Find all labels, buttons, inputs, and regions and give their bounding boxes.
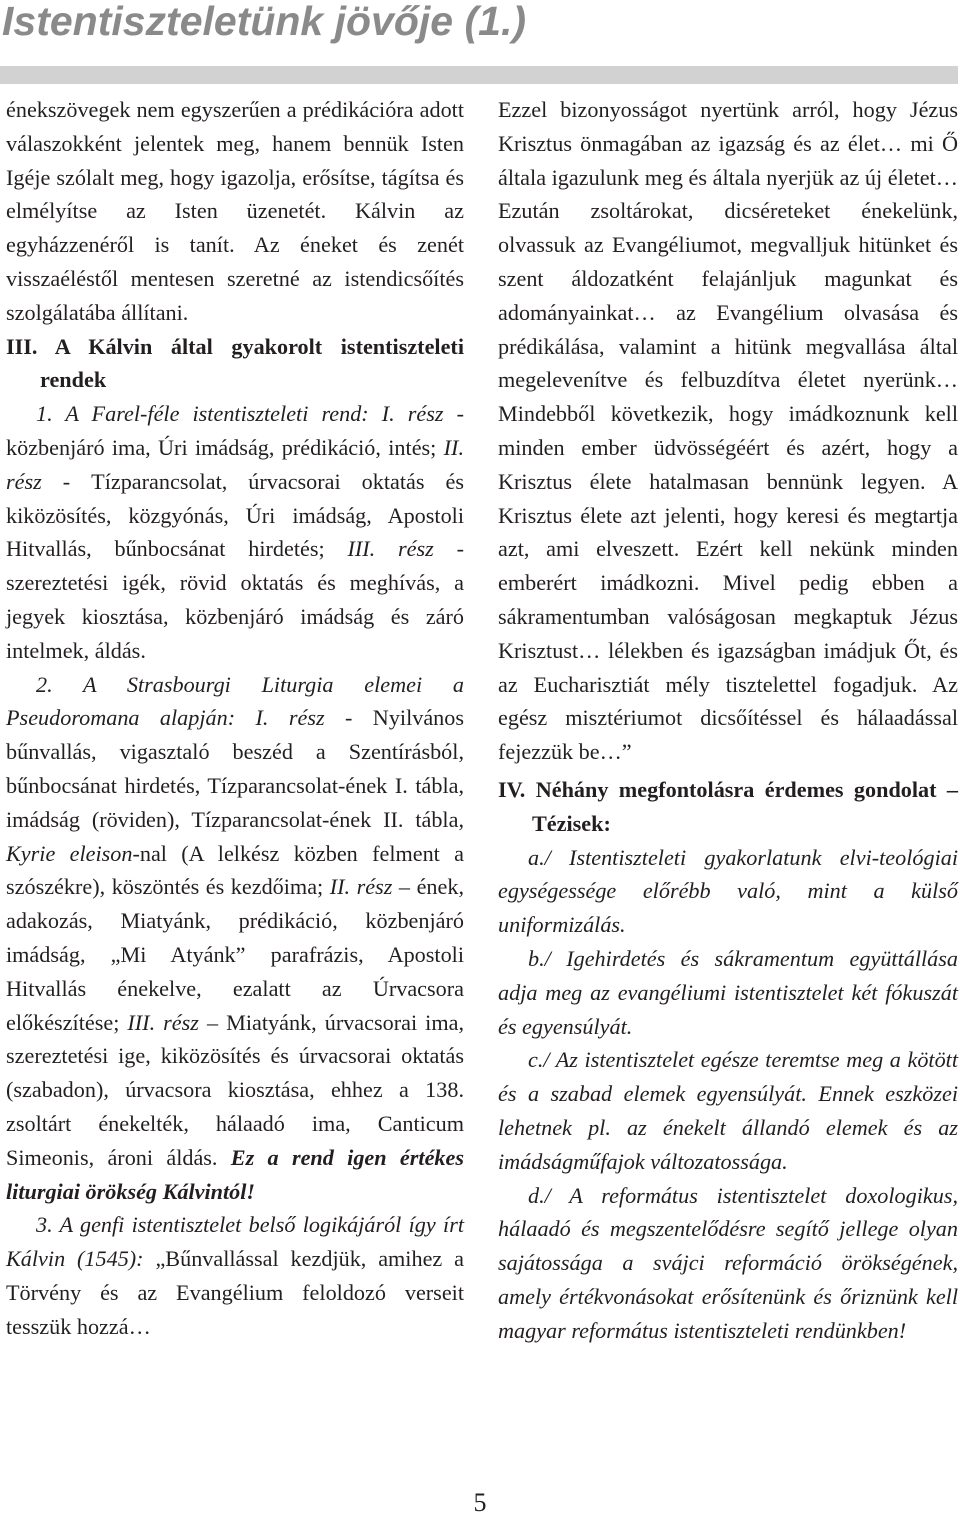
paragraph-farel: 1. A Farel-féle istentiszteleti rend: I. rész - közbenjáró ima, Úri imádság, prédikáció, intés; II. rész - Tízparancsolat, úrvacsorai oktatás és kiközösítés, közgyónás, Úri imádság, Apostoli Hitvallás, bűnbocsánat hirdetés; III. rész - szereztetési igék, rövid oktatás és meghívás, a jegyek kiosztása, közbenjáró imádság és záró intelmek, áldás. (6, 401, 464, 663)
section-heading-iv: IV. Néhány megfontolásra érdemes gondolat – Tézisek: (498, 776, 958, 836)
paragraph-quote-continued: Ezzel bizonyosságot nyertünk arról, hogy Jézus Krisztus önmagában az igazság és az élet… mi Ő általa igazulunk meg és általa nyerjük az új életet… Ezután zsoltárokat, dicséreteket énekelünk, olvassuk az Evangéliumot, megvalljuk hitünket és szent áldozatként felajánljuk magunkat és adományainkat… az Evangélium olvasása és prédikálása, valamint a hitünk megvallása által megelevenítve és felbuzdítva életet nyerünk… Mindebből következik, hogy imádkoznunk kell minden ember üdvösségéért és azért, hogy a Krisztus élete hatalmasan bennünk legyen. A Krisztus élete azt jelenti, hogy keresi és megtartja azt, ami elveszett. Ezért kell nekünk minden emberért imádkozni. Mivel pedig ebben a sákramentumban valóságosan megkaptuk Jézus Krisztust… lélekben és igazságban imádjuk Őt, és az Eucharisztiát mély tisztelettel fogadjuk. Az egész misztériumot dicsőítéssel és hálaadással fejezzük be…” (498, 97, 958, 765)
page-number: 5 (473, 1488, 487, 1517)
left-column (6, 93, 464, 1343)
thesis-b: b./ Igehirdetés és sákramentum együttállása adja meg az evangéliumi istentisztelet két fókuszát és egyensúlyát. (498, 945, 958, 1039)
thesis-c: c./ Az istentisztelet egésze teremtse meg a kötött és a szabad elemek egyensúlyát. Ennek eszközei lehetnek pl. az énekelt állandó elemek és az imádságműfajok változatossága. (498, 1047, 958, 1174)
section-heading-iii: III. A Kálvin által gyakorolt istentiszteleti rendek (6, 333, 464, 393)
paragraph-strasbourg: 2. A Strasbourgi Liturgia elemei a Pseudoromana alapján: I. rész - Nyilvános bűnvallás, vigasztaló beszéd a Szentírásból, bűnbocsánat hirdetés, Tízparancsolat-ének I. tábla, imádság (röviden), Tízparancsolat-ének II. tábla, Kyrie eleison-nal (A lelkész közben felment a szószékre), köszöntés és kezdőima; II. rész – ének, adakozás, Miatyánk, prédikáció, közbenjáró imádság, „Mi Atyánk” parafrázis, Apostoli Hitvallás énekelve, ezalatt az Úrvacsora előkészítése; III. rész – Miatyánk, úrvacsorai ima, szereztetési ige, kiközösítés és úrvacsorai oktatás (szabadon), úrvacsora kiosztása, ehhez a 138. zsoltárt énekelték, hálaadó ima, Canticum Simeonis, ároni áldás. Ez a rend igen értékes liturgiai örökség Kálvintól! (6, 671, 465, 1204)
paragraph-genf: 3. A genfi istentisztelet belső logikájáról így írt Kálvin (1545): „Bűnvallással kezdjük, amihez a Törvény és az Evangélium feloldozó verseit tesszük hozzá… (6, 1212, 464, 1339)
right-column (498, 93, 958, 1347)
page-title: Istentiszteletünk jövője (1.) (2, 0, 526, 44)
thesis-a: a./ Istentiszteleti gyakorlatunk elvi-teológiai egységessége előrébb való, mint a külső uniformizálás. (498, 844, 958, 938)
paragraph-music: énekszövegek nem egyszerűen a prédikációra adott válaszokként jelentek meg, hanem bennük Isten Igéje szólalt meg, hogy igazolja, erősítse, tágítsa és elmélyítse az Isten üzenetét. Kálvin az egyházzenéről is tanít. Az éneket és zenét visszaéléstől mentesen szeretné az istendicsőítés szolgálatába állítani. (6, 97, 464, 325)
header-rule (0, 66, 960, 84)
thesis-d: d./ A református istentisztelet doxologikus, hálaadó és megszentelődésre segítő jellege olyan sajátossága a svájci reformáció örökségének, amely értékvonásokat erősítenünk és őriznünk kell magyar református istentiszteleti rendünkben! (498, 1182, 958, 1343)
